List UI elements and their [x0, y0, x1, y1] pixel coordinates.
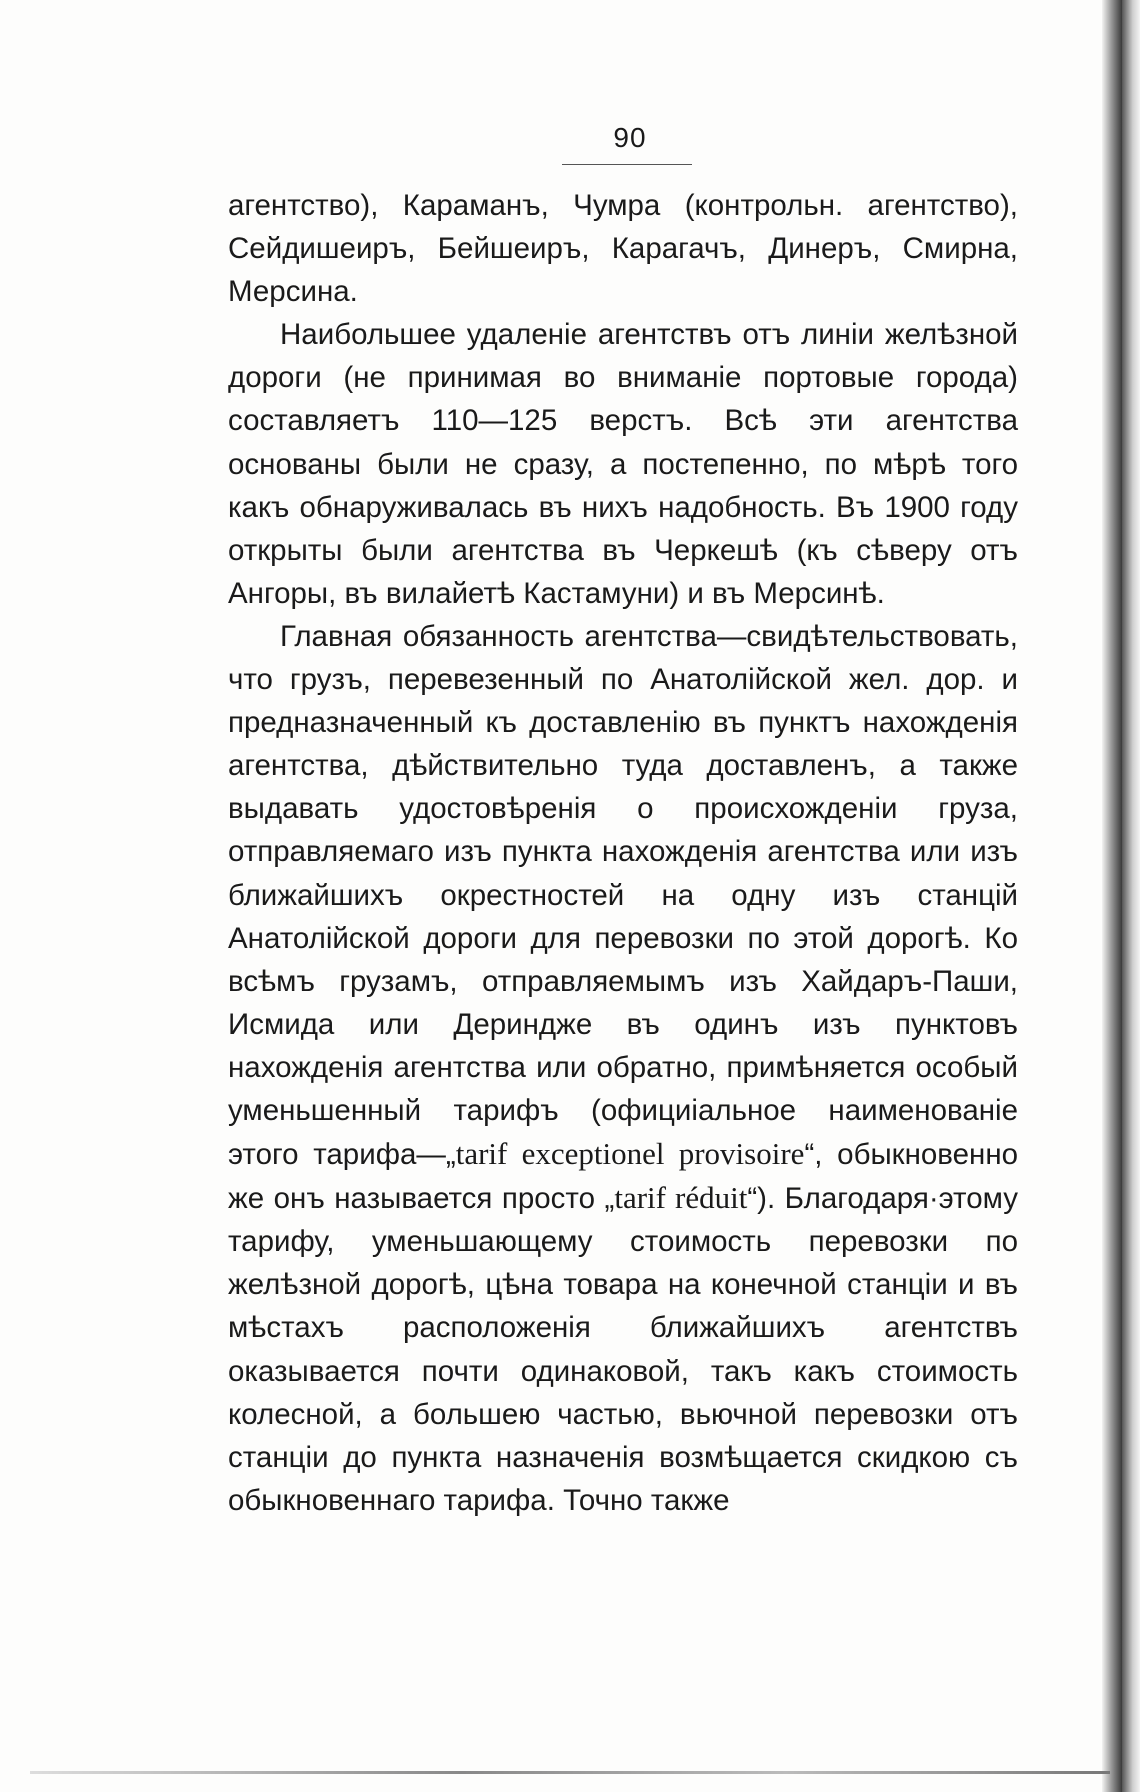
- latin-phrase: tarif réduit: [614, 1180, 748, 1216]
- page-number-rule: [562, 164, 692, 165]
- paragraph-text: “). Благодаря·этому тарифу, уменьшающему стоимость перевозки по желѣзной дорогѣ, цѣна товара на конечной станціи и въ мѣстахъ расположенія ближайшихъ агентствъ оказывается почти одинаковой, такъ какъ стоимость колесной, а большею частью, вьючной перевозки отъ станціи до пункта назначенія возмѣщается скидкою съ обыкновеннаго тарифа. Точно также: [228, 1182, 1018, 1517]
- paragraph-2: [228, 313, 1018, 615]
- page-edge-bottom: [30, 1771, 1110, 1774]
- latin-phrase: tarif exceptionel provisoire: [455, 1136, 805, 1172]
- body-text: [228, 184, 1018, 1522]
- paragraph-text: Наибольшее удаленіе агентствъ отъ линіи желѣзной дороги (не принимая во вниманіе портовые города) составляетъ 110—125 верстъ. Всѣ эти агентства основаны были не сразу, а постепенно, по мѣрѣ того какъ обнаруживалась въ нихъ надобность. Въ 1900 году открыты были агентства въ Черкешѣ (къ сѣверу отъ Ангоры, въ вилайетѣ Кастамуни) и въ Мерсинѣ.: [228, 318, 1018, 610]
- paragraph-1: [228, 184, 1018, 313]
- paragraph-text: агентство), Караманъ, Чумра (контрольн. агентство), Сейдишеиръ, Бейшеиръ, Карагачъ, Динеръ, Смирна, Мерсина.: [228, 189, 1018, 309]
- page-edge-right: [1102, 0, 1122, 1792]
- page-edge-shadow: [1122, 0, 1140, 1792]
- paragraph-3: [228, 615, 1018, 1522]
- paragraph-text: Главная обязанность агентства—свидѣтельствовать, что грузъ, перевезенный по Анатолійской жел. дор. и предназначенный къ доставленію въ пунктъ нахожденія агентства, дѣйствительно туда доставленъ, а также выдавать удостовѣренія о происхожденіи груза, отправляемаго изъ пункта нахожденія агентства или изъ ближайшихъ окрестностей на одну изъ станцій Анатолійской дороги для перевозки по этой дорогѣ. Ко всѣмъ грузамъ, отправляемымъ изъ Хайдаръ-Паши, Исмида или Дериндже въ одинъ изъ пунктовъ нахожденія агентства или обратно, примѣняется особый уменьшенный тарифъ (официіальное наименованіе этого тарифа—„: [228, 619, 1018, 1172]
- paragraph-text: “, обыкновенно же онъ называется просто „: [228, 1138, 1019, 1216]
- page-number: 90: [613, 122, 647, 153]
